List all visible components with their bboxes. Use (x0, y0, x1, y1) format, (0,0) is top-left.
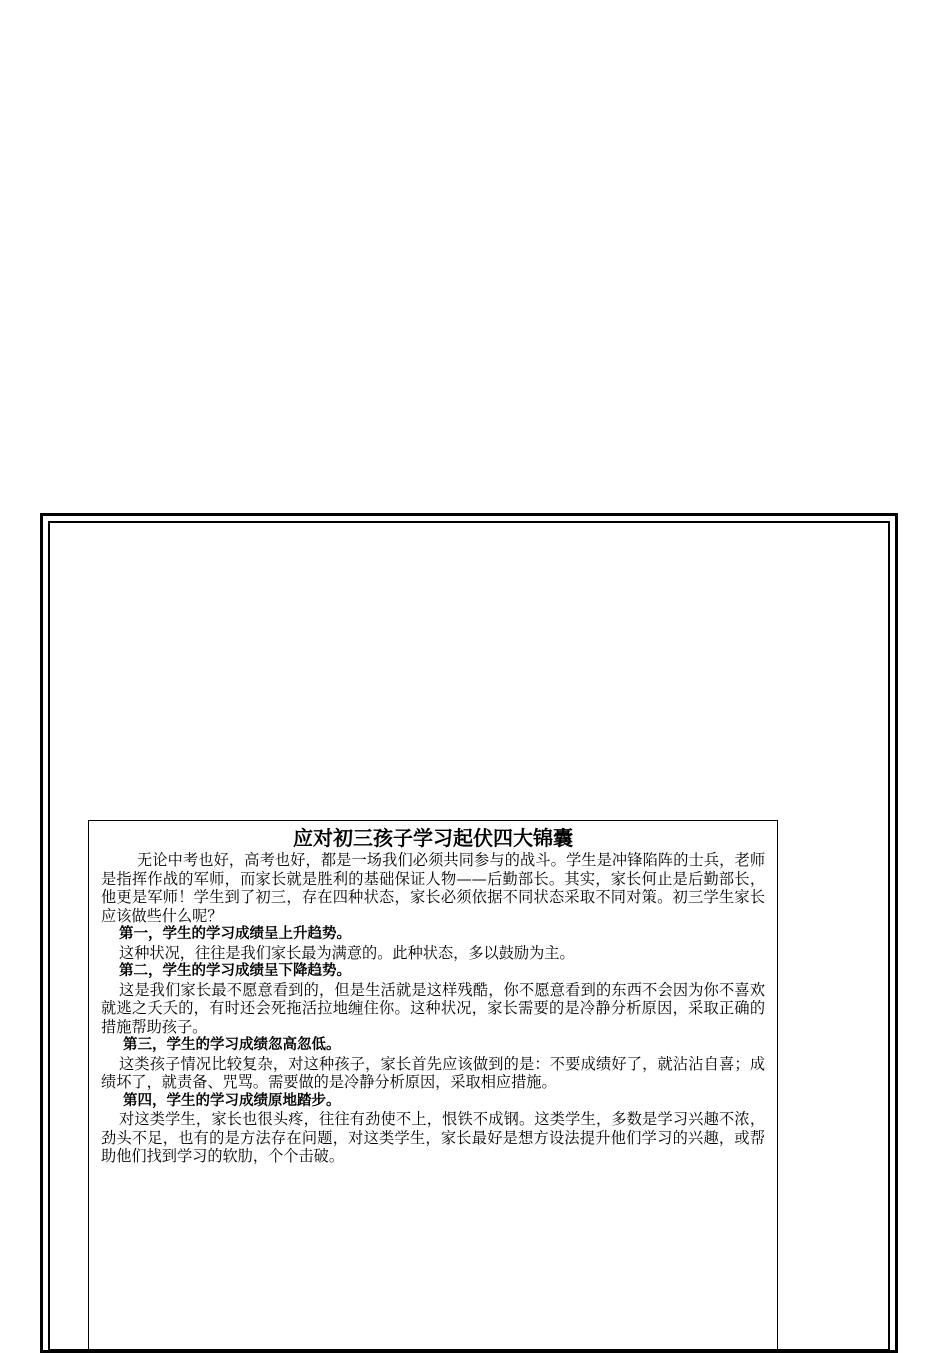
article-title: 应对初三孩子学习起伏四大锦囊 (293, 826, 573, 850)
article-text-box (88, 820, 778, 1350)
section-2-body: 这是我们家长最不愿意看到的，但是生活就是这样残酷，你不愿意看到的东西不会因为你不喜欢就逃之夭夭的，有时还会死拖活拉地缠住你。这种状况，家长需要的是冷静分析原因，采取正确的措施帮助孩子。 (101, 980, 765, 1036)
section-3-body: 这类孩子情况比较复杂，对这种孩子，家长首先应该做到的是：不要成绩好了，就沾沾自喜；成绩坏了，就责备、咒骂。需要做的是冷静分析原因，采取相应措施。 (101, 1054, 765, 1091)
article-intro: 无论中考也好，高考也好，都是一场我们必须共同参与的战斗。学生是冲锋陷阵的士兵，老师是指挥作战的军师，而家长就是胜利的基础保证人物——后勤部长。其实，家长何止是后勤部长，他更是军师！学生到了初三，存在四种状态，家长必须依据不同状态采取不同对策。初三学生家长应该做些什么呢？ (101, 851, 765, 925)
section-4-body: 对这类学生，家长也很头疼，往往有劲使不上，恨铁不成钢。这类学生，多数是学习兴趣不浓，劲头不足，也有的是方法存在问题，对这类学生，家长最好是想方设法提升他们学习的兴趣，或帮助他们找到学习的软肋，个个击破。 (101, 1110, 765, 1165)
section-3-heading: 第三，学生的学习成绩忽高忽低。 (123, 1037, 341, 1053)
section-1-body: 这种状况，往往是我们家长最为满意的。此种状态，多以鼓励为主。 (119, 943, 575, 962)
section-4-heading: 第四，学生的学习成绩原地踏步。 (123, 1092, 341, 1109)
section-2-heading: 第二，学生的学习成绩呈下降趋势。 (119, 963, 351, 979)
section-1-heading: 第一，学生的学习成绩呈上升趋势。 (119, 926, 351, 942)
